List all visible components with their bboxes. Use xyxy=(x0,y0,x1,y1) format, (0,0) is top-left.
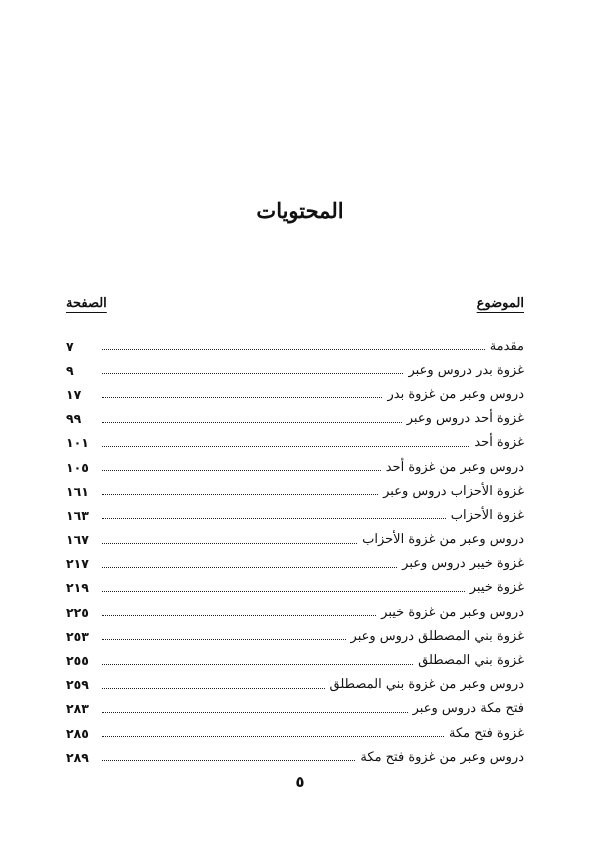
toc-entry-title: غزوة الأحزاب xyxy=(450,507,524,523)
toc-entry xyxy=(66,455,524,479)
dot-leader xyxy=(102,446,469,447)
toc-entry-page: ٧ xyxy=(66,338,74,354)
toc-entry xyxy=(66,576,524,600)
toc-entry-page: ٢٨٩ xyxy=(66,749,89,765)
toc-entry xyxy=(66,648,524,672)
dot-leader xyxy=(102,397,382,398)
dot-leader xyxy=(102,736,444,737)
toc-entry-title: مقدمة xyxy=(489,338,524,354)
toc-entry-title: غزوة بدر دروس وعبر xyxy=(408,362,524,378)
dot-leader xyxy=(102,422,402,423)
toc-entry-title: غزوة خيبر xyxy=(469,580,524,596)
dot-leader xyxy=(102,688,325,689)
toc-entry-page: ٩ xyxy=(66,362,74,378)
toc-entry-page: ٢١٧ xyxy=(66,556,89,572)
table-of-contents xyxy=(66,334,524,769)
toc-entry xyxy=(66,552,524,576)
toc-entry-page: ٩٩ xyxy=(66,411,82,427)
toc-entry-title: دروس وعبر من غزوة الأحزاب xyxy=(362,532,524,548)
toc-entry-title: دروس وعبر من غزوة فتح مكة xyxy=(360,749,524,765)
dot-leader xyxy=(102,518,446,519)
toc-entry xyxy=(66,503,524,527)
toc-entry xyxy=(66,600,524,624)
toc-entry-page: ١٠١ xyxy=(66,435,89,451)
dot-leader xyxy=(102,349,485,350)
toc-entry-title: دروس وعبر من غزوة أحد xyxy=(385,459,524,475)
topic-column-header: الموضوع xyxy=(476,296,524,311)
toc-entry-page: ١٧ xyxy=(66,386,82,402)
toc-entry xyxy=(66,431,524,455)
toc-entry-title: دروس وعبر من غزوة خيبر xyxy=(381,604,524,620)
toc-entry xyxy=(66,479,524,503)
toc-entry-title: غزوة أحد xyxy=(474,435,524,451)
toc-entry-page: ٢٥٣ xyxy=(66,628,89,644)
dot-leader xyxy=(102,373,403,374)
toc-entry xyxy=(66,528,524,552)
toc-entry-page: ٢٨٣ xyxy=(66,701,89,717)
toc-entry-page: ١٠٥ xyxy=(66,459,89,475)
toc-entry-page: ١٦٣ xyxy=(66,507,89,523)
dot-leader xyxy=(102,543,357,544)
toc-entry-title: غزوة الأحزاب دروس وعبر xyxy=(383,483,524,499)
page-number: ٥ xyxy=(295,773,305,791)
toc-entry xyxy=(66,334,524,358)
toc-entry xyxy=(66,358,524,382)
toc-entry xyxy=(66,624,524,648)
toc-entry-title: غزوة خيبر دروس وعبر xyxy=(402,556,524,572)
toc-entry-title: غزوة بني المصطلق دروس وعبر xyxy=(350,628,524,644)
toc-entry xyxy=(66,382,524,406)
toc-entry-title: فتح مكة دروس وعبر xyxy=(412,701,524,717)
toc-entry xyxy=(66,407,524,431)
toc-entry xyxy=(66,697,524,721)
toc-entry-page: ٢١٩ xyxy=(66,580,89,596)
toc-entry-title: غزوة فتح مكة xyxy=(449,725,524,741)
toc-entry-page: ٢٥٩ xyxy=(66,677,89,693)
dot-leader xyxy=(102,615,376,616)
dot-leader xyxy=(102,664,413,665)
toc-entry xyxy=(66,745,524,769)
dot-leader xyxy=(102,494,378,495)
toc-entry-title: غزوة أحد دروس وعبر xyxy=(406,411,524,427)
dot-leader xyxy=(102,639,346,640)
toc-entry xyxy=(66,673,524,697)
toc-entry-page: ١٦٧ xyxy=(66,532,89,548)
toc-entry xyxy=(66,721,524,745)
dot-leader xyxy=(102,712,408,713)
toc-entry-page: ٢٢٥ xyxy=(66,604,89,620)
dot-leader xyxy=(102,591,465,592)
dot-leader xyxy=(102,760,355,761)
toc-entry-page: ١٦١ xyxy=(66,483,89,499)
dot-leader xyxy=(102,567,397,568)
toc-entry-page: ٢٥٥ xyxy=(66,653,89,669)
page-column-header: الصفحة xyxy=(66,296,107,311)
dot-leader xyxy=(102,470,381,471)
toc-entry-title: دروس وعبر من غزوة بدر xyxy=(387,386,524,402)
toc-entry-title: غزوة بني المصطلق xyxy=(418,653,524,669)
toc-entry-page: ٢٨٥ xyxy=(66,725,89,741)
toc-entry-title: دروس وعبر من غزوة بني المصطلق xyxy=(329,677,524,693)
page-title: المحتويات xyxy=(256,198,344,223)
